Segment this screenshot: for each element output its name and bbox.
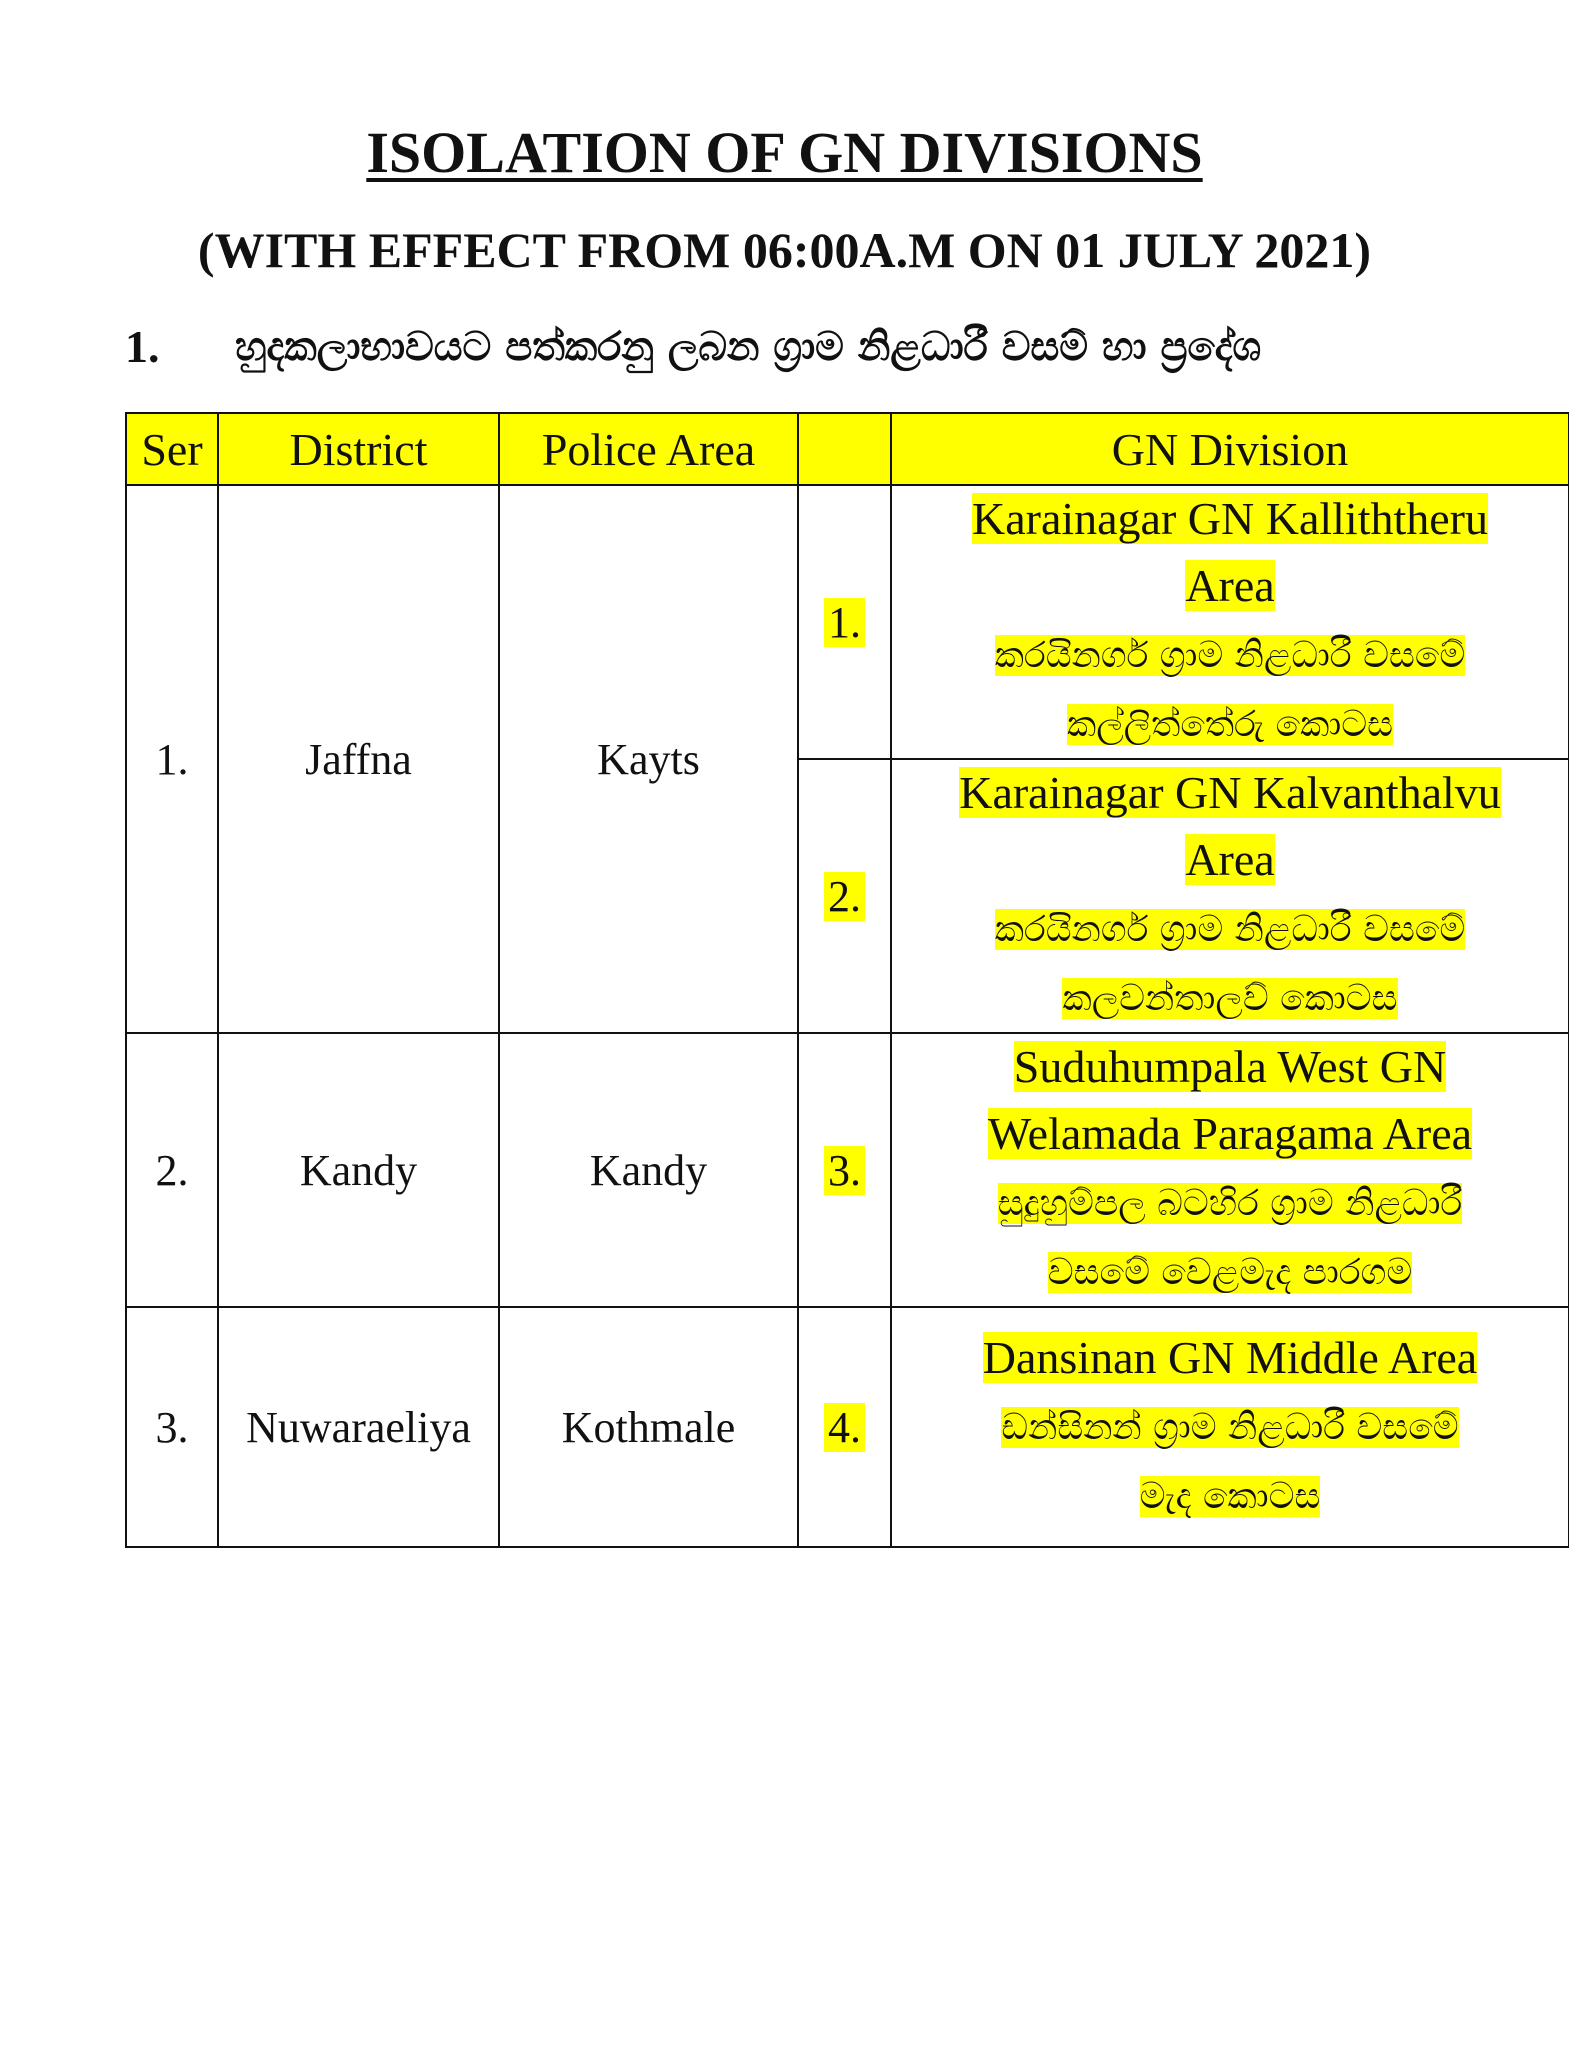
cell-division-number xyxy=(798,1033,891,1307)
gn-division-english: Karainagar GN Kalliththeru xyxy=(971,493,1489,544)
division-number: 2. xyxy=(824,872,865,921)
header-police-area: Police Area xyxy=(499,413,798,485)
section-number: 1. xyxy=(125,321,160,372)
division-number: 1. xyxy=(824,598,865,647)
gn-division-english: Area xyxy=(1185,834,1275,885)
cell-division-number xyxy=(798,759,891,1033)
cell-district: Kandy xyxy=(218,1033,499,1307)
gn-division-sinhala: කරයිනගර් ග්‍රාම නිළධාරී වසමේ xyxy=(994,909,1466,950)
cell-district: Nuwaraeliya xyxy=(218,1307,499,1547)
gn-division-sinhala: කරයිනගර් ග්‍රාම නිළධාරී වසමේ xyxy=(994,635,1466,676)
table-row xyxy=(126,485,1569,759)
gn-divisions-table xyxy=(125,412,1569,1548)
table-header-row xyxy=(126,413,1569,485)
gn-division-english: Dansinan GN Middle Area xyxy=(982,1331,1478,1383)
cell-ser: 3. xyxy=(126,1307,218,1547)
cell-police-area: Kothmale xyxy=(499,1307,798,1547)
header-ser: Ser xyxy=(126,413,218,485)
table-row xyxy=(126,1033,1569,1307)
gn-division-english: Suduhumpala West GN xyxy=(1013,1041,1447,1092)
cell-gn-division xyxy=(891,1307,1569,1547)
gn-division-sinhala: වසමේ වෙළමැද පාරගම xyxy=(1047,1252,1413,1293)
gn-division-english: Karainagar GN Kalvanthalvu xyxy=(959,767,1501,818)
document-subtitle: (WITH EFFECT FROM 06:00A.M ON 01 JULY 2021) xyxy=(197,222,1372,278)
gn-division-sinhala: ඩන්සිනන් ග්‍රාම නිළධාරී වසමේ xyxy=(1001,1406,1459,1448)
cell-gn-division xyxy=(891,759,1569,1033)
division-number: 4. xyxy=(824,1403,865,1452)
header-number xyxy=(798,413,891,485)
division-number: 3. xyxy=(824,1146,865,1195)
gn-division-english: Area xyxy=(1185,560,1275,611)
cell-gn-division xyxy=(891,1033,1569,1307)
cell-gn-division xyxy=(891,485,1569,759)
cell-division-number xyxy=(798,485,891,759)
gn-division-sinhala: කලවන්තාලව් කොටස xyxy=(1062,978,1398,1019)
gn-division-english: Welamada Paragama Area xyxy=(987,1108,1473,1159)
cell-police-area: Kayts xyxy=(499,485,798,1033)
header-district: District xyxy=(218,413,499,485)
cell-ser: 2. xyxy=(126,1033,218,1307)
header-gn-division: GN Division xyxy=(891,413,1569,485)
gn-division-sinhala: සුදුහුම්පල බටහිර ග්‍රාම නිළධාරී xyxy=(997,1183,1463,1224)
document-title: ISOLATION OF GN DIVISIONS xyxy=(366,120,1203,185)
cell-ser: 1. xyxy=(126,485,218,1033)
gn-division-sinhala: මැද කොටස xyxy=(1139,1475,1321,1517)
cell-district: Jaffna xyxy=(218,485,499,1033)
cell-division-number xyxy=(798,1307,891,1547)
table-row xyxy=(126,1307,1569,1547)
section-heading: හුදකලාභාවයට පත්කරනු ලබන ග්‍රාම නිළධාරී වසම් හා ප්‍රදේශ xyxy=(235,324,1262,370)
gn-division-sinhala: කල්ලිත්තේරු කොටස xyxy=(1066,704,1394,745)
cell-police-area: Kandy xyxy=(499,1033,798,1307)
